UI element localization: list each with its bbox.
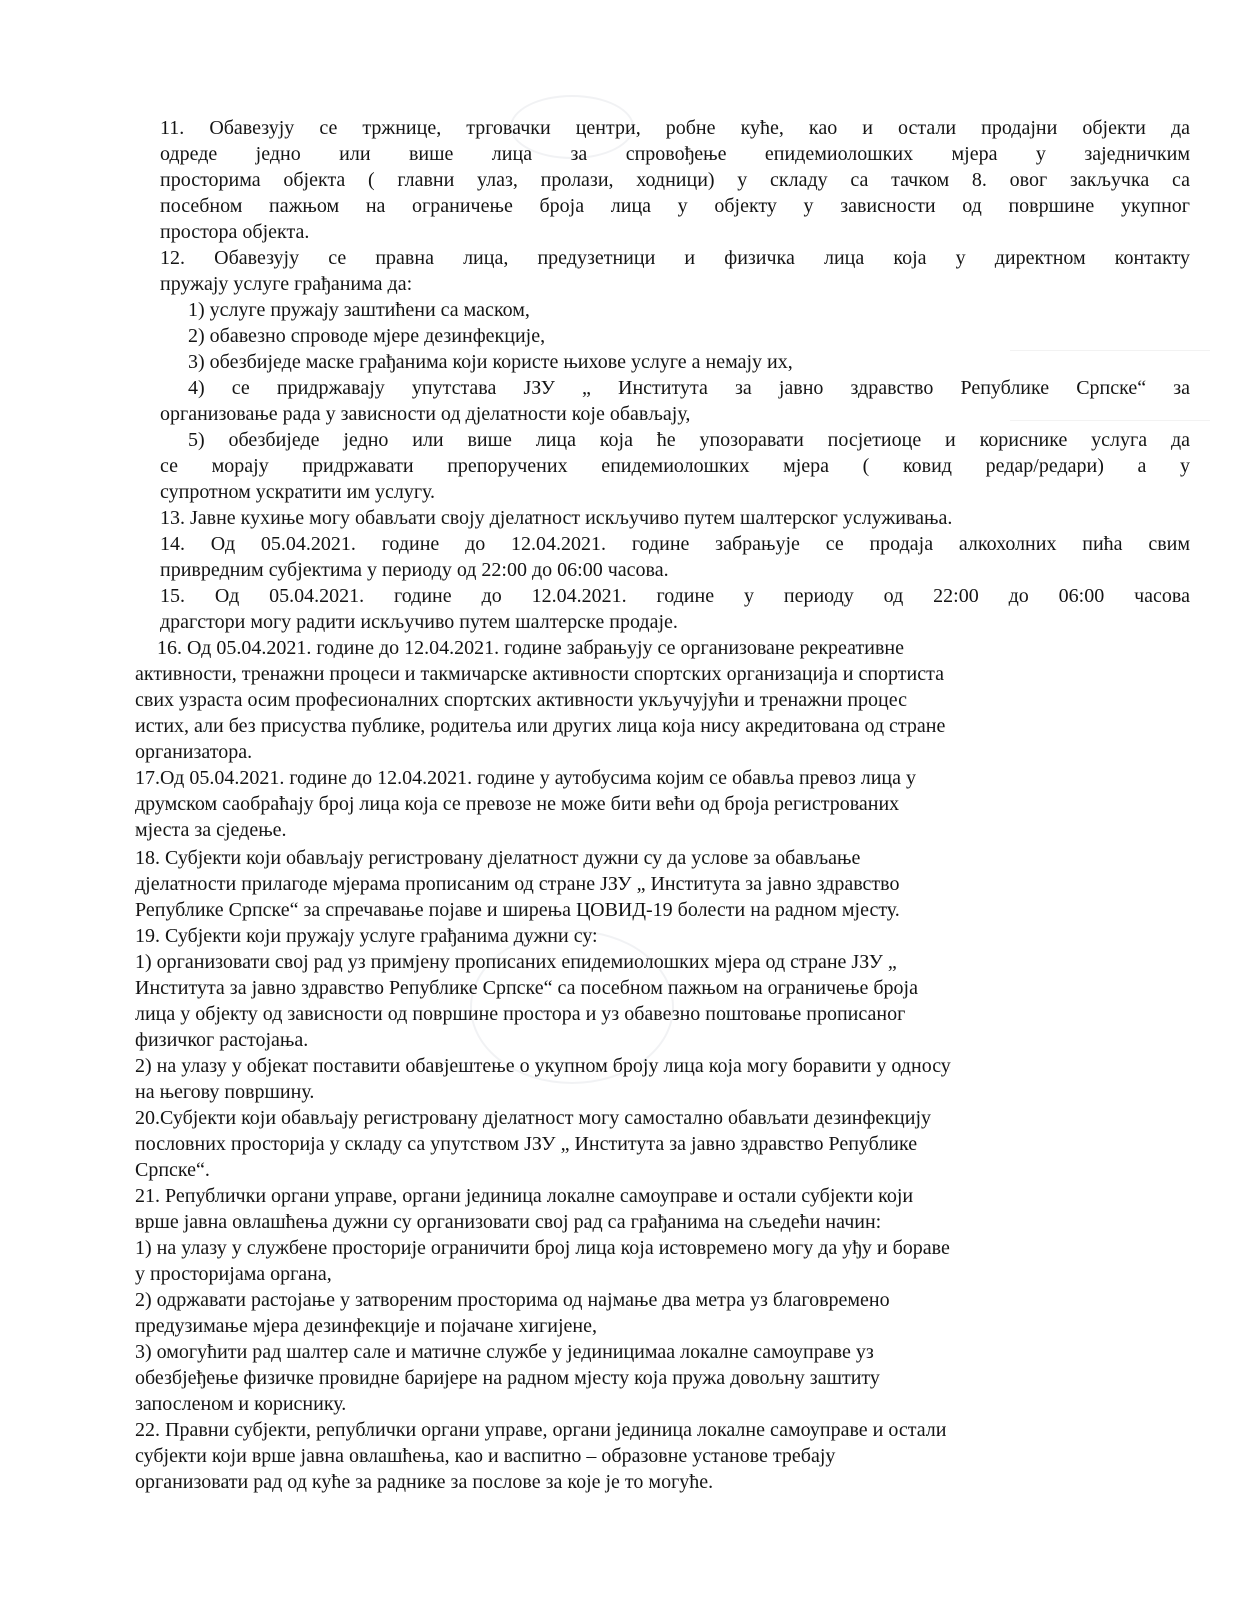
document-line: организатора. xyxy=(135,741,253,763)
document-line: посебном пажњом на ограничење броја лица у објекту у зависности од површине укупног xyxy=(160,195,1190,217)
document-line: 17.Од 05.04.2021. године до 12.04.2021. године у аутобусима којим се обавља превоз лица у xyxy=(135,767,917,789)
document-line: 3) омогућити рад шалтер сале и матичне службе у јединицимаа локалне самоуправе уз xyxy=(135,1341,874,1363)
document-line: запосленом и кориснику. xyxy=(135,1393,347,1415)
document-line: Српске“. xyxy=(135,1159,210,1181)
document-line: пословних просторија у складу са упутством ЈЗУ „ Института за јавно здравство Републике xyxy=(135,1133,918,1155)
document-line: простора објекта. xyxy=(160,221,310,243)
bleed-through-line xyxy=(1010,420,1210,421)
document-line: 1) организовати свој рад уз примјену прописаних епидемиолошких мјера од стране ЈЗУ „ xyxy=(135,951,897,973)
document-line: одреде једно или више лица за спровођење епидемиолошких мјера у заједничким xyxy=(160,143,1190,165)
document-line: се морају придржавати препоручених епидемиолошких мјера ( ковид редар/редари) а у xyxy=(160,455,1190,477)
document-line: у просторијама органа, xyxy=(135,1263,332,1285)
document-line: лица у објекту од зависности од површине простора и уз обавезно поштовање прописаног xyxy=(135,1003,906,1025)
document-line: 2) одржавати растојање у затвореним просторима од најмање два метра уз благовремено xyxy=(135,1289,890,1311)
document-line: 22. Правни субјекти, републички органи управе, органи јединица локалне самоуправе и остали xyxy=(135,1419,947,1441)
document-line: 2) на улазу у објекат поставити обавјештење о укупном броју лица која могу боравити у односу xyxy=(135,1055,951,1077)
document-line: 16. Од 05.04.2021. године до 12.04.2021. године забрањују се организоване рекреативне xyxy=(157,637,905,659)
document-line: организовати рад од куће за раднике за послове за које је то могуће. xyxy=(135,1471,714,1493)
document-line: 21. Републички органи управе, органи јединица локалне самоуправе и остали субјекти који xyxy=(135,1185,914,1207)
document-line: 13. Јавне кухиње могу обављати своју дјелатност искључиво путем шалтерског услуживања. xyxy=(160,507,953,529)
document-line: истих, али без присуства публике, родитеља или других лица која нису акредитована од стране xyxy=(135,715,946,737)
document-line: Института за јавно здравство Републике Српске“ са посебном пажњом на ограничење броја xyxy=(135,977,918,999)
document-line: предузимање мјера дезинфекције и појачане хигијене, xyxy=(135,1315,597,1337)
document-line: драгстори могу радити искључиво путем шалтерске продаје. xyxy=(160,611,678,633)
document-line: врше јавна овлашћења дужни су организовати свој рад са грађанима на сљедећи начин: xyxy=(135,1211,882,1233)
bleed-through-line xyxy=(1010,350,1210,351)
document-line: на његову површину. xyxy=(135,1081,315,1103)
document-line: 20.Субјекти који обављају регистровану дјелатност могу самостално обављати дезинфекцију xyxy=(135,1107,931,1129)
document-line: организовање рада у зависности од дјелатности које обављају, xyxy=(160,403,691,425)
document-line: 1) услуге пружају заштићени са маском, xyxy=(188,299,530,321)
document-line: 4) се придржавају упутстава ЈЗУ „ Института за јавно здравство Републике Српске“ за xyxy=(188,377,1190,399)
document-line: 3) обезбиједе маске грађанима који користе њихове услуге а немају их, xyxy=(188,351,793,373)
document-line: друмском саобраћају број лица која се превозе не може бити већи од броја регистрованих xyxy=(135,793,900,815)
document-line: привредним субјектима у периоду од 22:00 до 06:00 часова. xyxy=(160,559,669,581)
document-line: дјелатности прилагоде мјерама прописаним од стране ЈЗУ „ Института за јавно здравство xyxy=(135,873,900,895)
document-line: 19. Субјекти који пружају услуге грађанима дужни су: xyxy=(135,925,598,947)
document-line: 18. Субјекти који обављају регистровану дјелатност дужни су да услове за обављање xyxy=(135,847,861,869)
document-line: Републике Српске“ за спречавање појаве и ширења ЦОВИД-19 болести на радном мјесту. xyxy=(135,899,900,921)
document-line: 2) обавезно спроводе мјере дезинфекције, xyxy=(188,325,546,347)
document-line: 1) на улазу у службене просторије ограничити број лица која истовремено могу да уђу и бораве xyxy=(135,1237,950,1259)
document-line: 12. Обавезују се правна лица, предузетници и физичка лица која у директном контакту xyxy=(160,247,1190,269)
document-line: пружају услуге грађанима да: xyxy=(160,273,413,295)
document-line: субјекти који врше јавна овлашћења, као и васпитно – образовне установе требају xyxy=(135,1445,836,1467)
document-line: 14. Од 05.04.2021. године до 12.04.2021. године забрањује се продаја алкохолних пића свим xyxy=(160,533,1190,555)
document-line: 15. Од 05.04.2021. године до 12.04.2021. године у периоду од 22:00 до 06:00 часова xyxy=(160,585,1190,607)
document-line: 11. Обавезују се тржнице, трговачки центри, робне куће, као и остали продајни објекти да xyxy=(160,117,1190,139)
document-line: просторима објекта ( главни улаз, пролази, ходници) у складу са тачком 8. овог закључка са xyxy=(160,169,1190,191)
document-line: обезбјеђење физичке провидне баријере на радном мјесту која пружа довољну заштиту xyxy=(135,1367,880,1389)
document-line: физичког растојања. xyxy=(135,1029,309,1051)
document-line: мјеста за сједење. xyxy=(135,819,287,841)
document-line: 5) обезбиједе једно или више лица која ће упозоравати посјетиоце и кориснике услуга да xyxy=(188,429,1190,451)
document-line: активности, тренажни процеси и такмичарске активности спортских организација и спортиста xyxy=(135,663,944,685)
document-line: супротном ускратити им услугу. xyxy=(160,481,436,503)
document-line: свих узраста осим професионалних спортских активности укључујући и тренажни процес xyxy=(135,689,907,711)
